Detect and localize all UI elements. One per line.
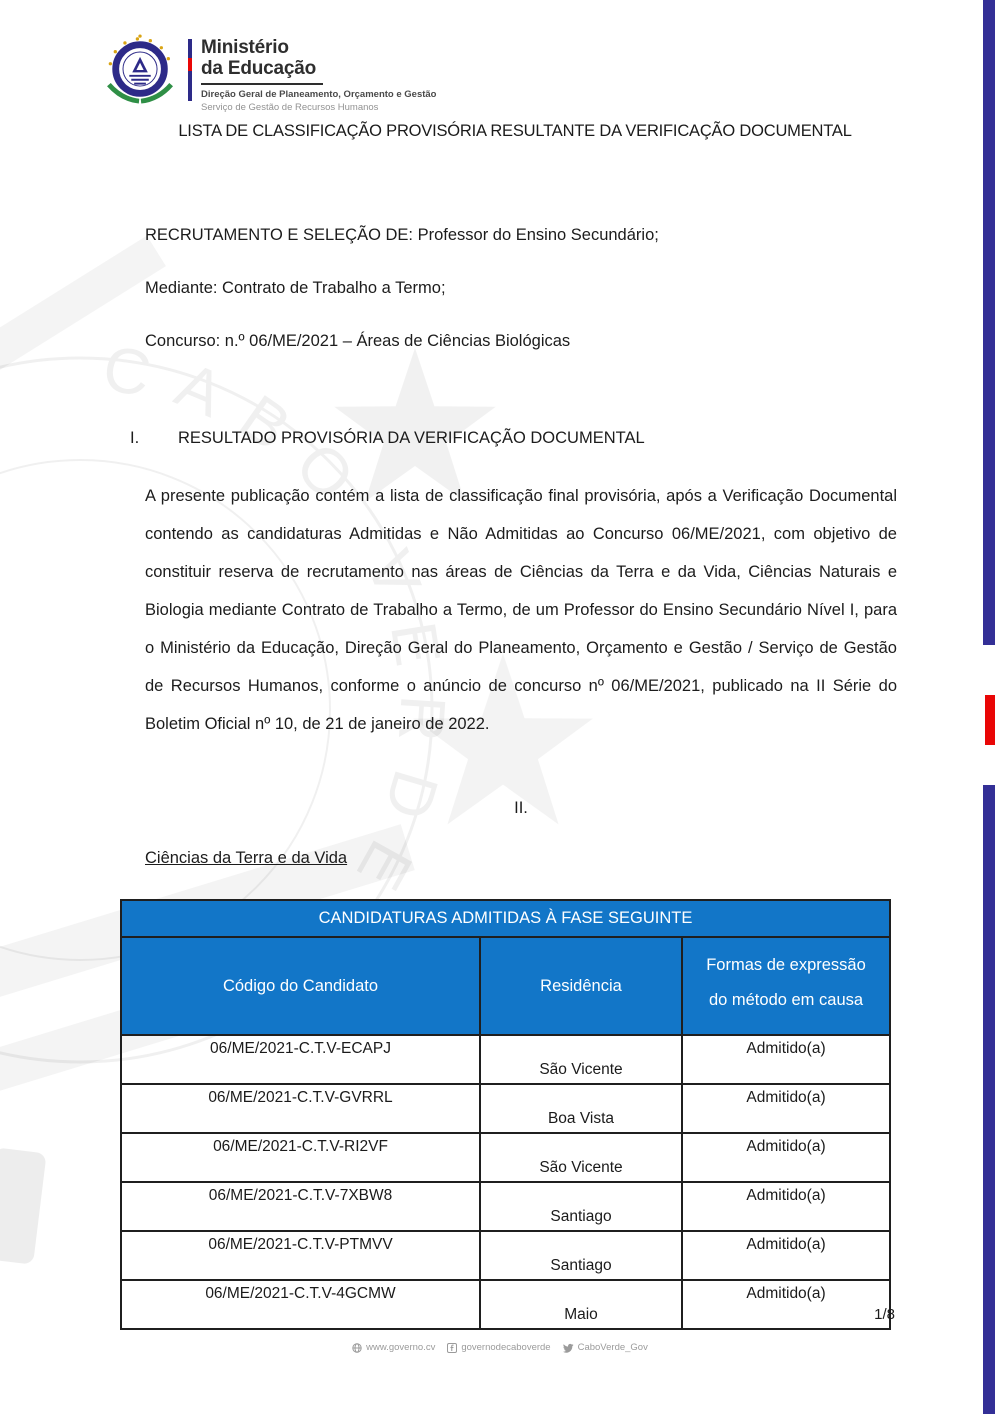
recruitment-line: RECRUTAMENTO E SELEÇÃO DE: Professor do Ensino Secundário; <box>145 226 659 244</box>
column-header-residencia: Residência <box>480 937 682 1035</box>
footer-facebook-label: governodecaboverde <box>461 1342 551 1353</box>
candidate-status: Admitido(a) <box>682 1182 890 1231</box>
candidate-code: 06/ME/2021-C.T.V-7XBW8 <box>121 1182 480 1231</box>
table-row <box>121 1133 890 1182</box>
candidate-status: Admitido(a) <box>682 1231 890 1280</box>
right-edge-bar-red <box>985 695 995 745</box>
candidate-code: 06/ME/2021-C.T.V-GVRRL <box>121 1084 480 1133</box>
table-row <box>121 1231 890 1280</box>
mediante-line: Mediante: Contrato de Trabalho a Termo; <box>145 279 446 297</box>
section-1-body: A presente publicação contém a lista de classificação final provisória, após a Verificação Documental contendo as candidaturas Admitidas e Não Admitidas ao Concurso 06/ME/2021, com objetivo de constituir reserva de recrutamento nas áreas de Ciências da Terra e da Vida, Ciências Naturais e Biologia mediante Contrato de Trabalho a Termo, de um Professor do Ensino Secundário Nível I, para o Ministério da Educação, Direção Geral do Planeamento, Orçamento e Gestão / Serviço de Gestão de Recursos Humanos, conforme o anúncio de concurso nº 06/ME/2021, publicado na II Série do Boletim Oficial nº 10, de 21 de janeiro de 2022. <box>145 487 897 733</box>
watermark-text: CABO VERDE <box>97 331 460 925</box>
candidate-status: Admitido(a) <box>682 1133 890 1182</box>
table-row <box>121 1084 890 1133</box>
candidate-status: Admitido(a) <box>682 1280 890 1329</box>
footer-website <box>352 1342 435 1353</box>
section-2-subheading: Ciências da Terra e da Vida <box>145 849 348 867</box>
intro-block <box>145 226 659 385</box>
footer-twitter <box>563 1342 648 1353</box>
ministry-logo <box>97 34 436 113</box>
section-1-numeral: I. <box>130 429 140 447</box>
candidate-code: 06/ME/2021-C.T.V-4GCMW <box>121 1280 480 1329</box>
logo-department: Direção Geral de Planeamento, Orçamento e Gestão <box>201 89 437 100</box>
twitter-icon <box>563 1343 574 1353</box>
candidate-residence: São Vicente <box>480 1133 682 1182</box>
section-2-numeral: II. <box>514 799 528 817</box>
candidate-status: Admitido(a) <box>682 1084 890 1133</box>
table-row <box>121 1280 890 1329</box>
right-edge-bar-blue-bottom <box>983 785 995 1414</box>
footer <box>0 1342 1000 1353</box>
ministry-name-line1: Ministério <box>201 37 289 58</box>
table-row <box>121 1035 890 1084</box>
candidate-code: 06/ME/2021-C.T.V-RI2VF <box>121 1133 480 1182</box>
logo-divider <box>188 39 192 101</box>
candidates-table <box>120 899 891 1330</box>
section-1-heading <box>130 429 645 448</box>
ministry-name-line2: da Educação <box>201 58 317 79</box>
candidate-code: 06/ME/2021-C.T.V-ECAPJ <box>121 1035 480 1084</box>
candidate-residence: Santiago <box>480 1231 682 1280</box>
logo-rule <box>201 83 323 85</box>
table-banner: CANDIDATURAS ADMITIDAS À FASE SEGUINTE <box>121 900 890 937</box>
candidate-code: 06/ME/2021-C.T.V-PTMVV <box>121 1231 480 1280</box>
edge-smudge-watermark <box>0 1147 47 1265</box>
candidate-residence: Maio <box>480 1280 682 1329</box>
column-header-formas: Formas de expressão do método em causa <box>682 937 890 1035</box>
candidate-residence: São Vicente <box>480 1035 682 1084</box>
facebook-icon <box>447 1343 457 1353</box>
column-header-codigo: Código do Candidato <box>121 937 480 1035</box>
right-edge-bar-blue-top <box>983 0 995 645</box>
section-1-title: RESULTADO PROVISÓRIA DA VERIFICAÇÃO DOCUMENTAL <box>178 429 645 447</box>
concurso-line: Concurso: n.º 06/ME/2021 – Áreas de Ciências Biológicas <box>145 332 571 350</box>
globe-icon <box>352 1343 362 1353</box>
footer-twitter-label: CaboVerde_Gov <box>577 1342 648 1353</box>
page-number: 1/8 <box>874 1306 895 1323</box>
candidate-residence: Santiago <box>480 1182 682 1231</box>
stripe-watermark <box>0 236 166 431</box>
footer-facebook <box>447 1342 550 1353</box>
candidate-status: Admitido(a) <box>682 1035 890 1084</box>
logo-service: Serviço de Gestão de Recursos Humanos <box>201 102 379 113</box>
table-row <box>121 1182 890 1231</box>
candidate-residence: Boa Vista <box>480 1084 682 1133</box>
page-title: LISTA DE CLASSIFICAÇÃO PROVISÓRIA RESULTANTE DA VERIFICAÇÃO DOCUMENTAL <box>178 122 852 140</box>
footer-website-label: www.governo.cv <box>366 1342 436 1353</box>
cape-verde-emblem-icon <box>97 34 185 106</box>
